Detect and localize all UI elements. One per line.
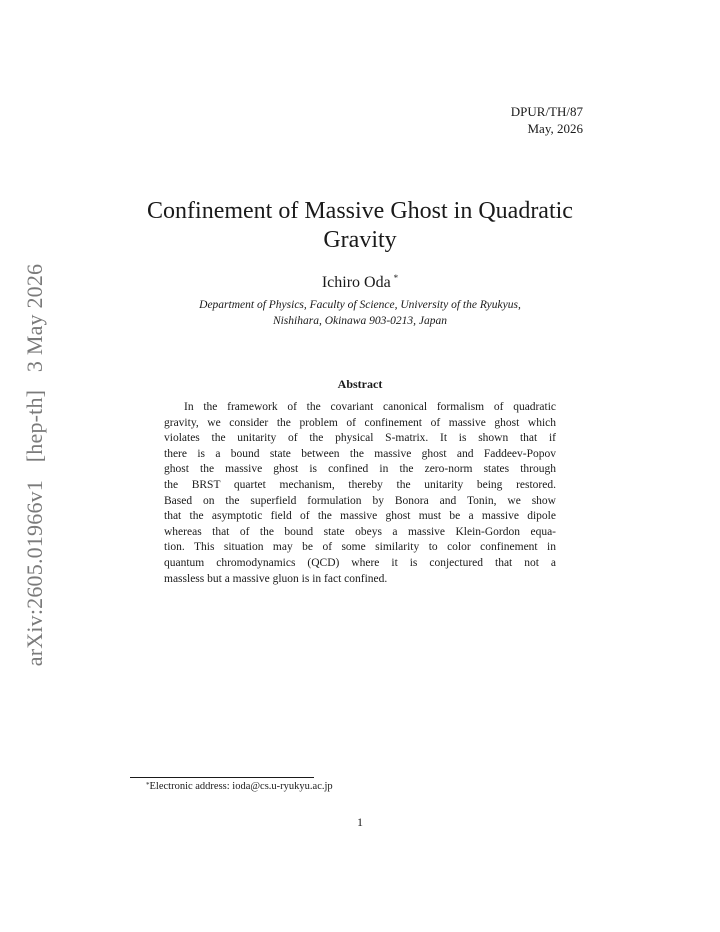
title-line-1: Confinement of Massive Ghost in Quadratic — [147, 198, 573, 224]
affiliation — [0, 297, 720, 329]
abstract-line: ghost the massive ghost is confined in the zero-norm states through — [164, 463, 556, 476]
footnote-text: Electronic address: ioda@cs.u-ryukyu.ac.jp — [149, 781, 333, 792]
abstract-line: whereas that of the bound state obeys a massive Klein-Gordon equa- — [164, 525, 556, 538]
paper-title — [0, 197, 720, 255]
arxiv-date: 3 May 2026 — [22, 263, 47, 373]
abstract-line: massless but a massive gluon is in fact confined. — [164, 572, 388, 585]
abstract-line: quantum chromodynamics (QCD) where it is conjectured that not a — [164, 556, 556, 569]
author-name: Ichiro Oda — [321, 274, 391, 291]
abstract-line: gravity, we consider the problem of confinement of massive ghost which — [164, 416, 556, 429]
arxiv-identifier: arXiv:2605.01966v1 — [22, 479, 47, 667]
footnote-mark: * — [146, 781, 150, 789]
abstract-line: there is a bound state between the massive ghost and Faddeev-Popov — [164, 447, 556, 460]
abstract-line: In the framework of the covariant canonical formalism of quadratic — [184, 401, 556, 413]
abstract-line: tion. This situation may be of some similarity to color confinement in — [164, 541, 556, 554]
footnote — [146, 781, 333, 792]
abstract-body — [164, 400, 556, 587]
report-number: DPUR/TH/87 — [510, 104, 583, 119]
abstract-line: the BRST quartet mechanism, thereby the unitarity being restored. — [164, 478, 556, 491]
page-number: 1 — [357, 815, 363, 829]
arxiv-category: [hep-th] — [22, 389, 47, 463]
report-date: May, 2026 — [527, 121, 583, 136]
affiliation-line-2: Nishihara, Okinawa 903-0213, Japan — [272, 315, 448, 327]
abstract-line: Based on the superfield formulation by Bonora and Tonin, we show — [164, 494, 556, 507]
footnote-rule — [130, 777, 314, 778]
title-line-2: Gravity — [323, 227, 397, 253]
abstract-line: that the asymptotic field of the massive ghost must be a massive dipole — [164, 510, 556, 523]
abstract-line: violates the unitarity of the physical S-matrix. It is shown that if — [164, 432, 556, 445]
author-footnote-mark: * — [393, 273, 399, 283]
report-info — [511, 103, 583, 137]
affiliation-line-1: Department of Physics, Faculty of Science, University of the Ryukyus, — [199, 299, 521, 311]
abstract-heading: Abstract — [337, 377, 383, 391]
author — [0, 274, 720, 292]
